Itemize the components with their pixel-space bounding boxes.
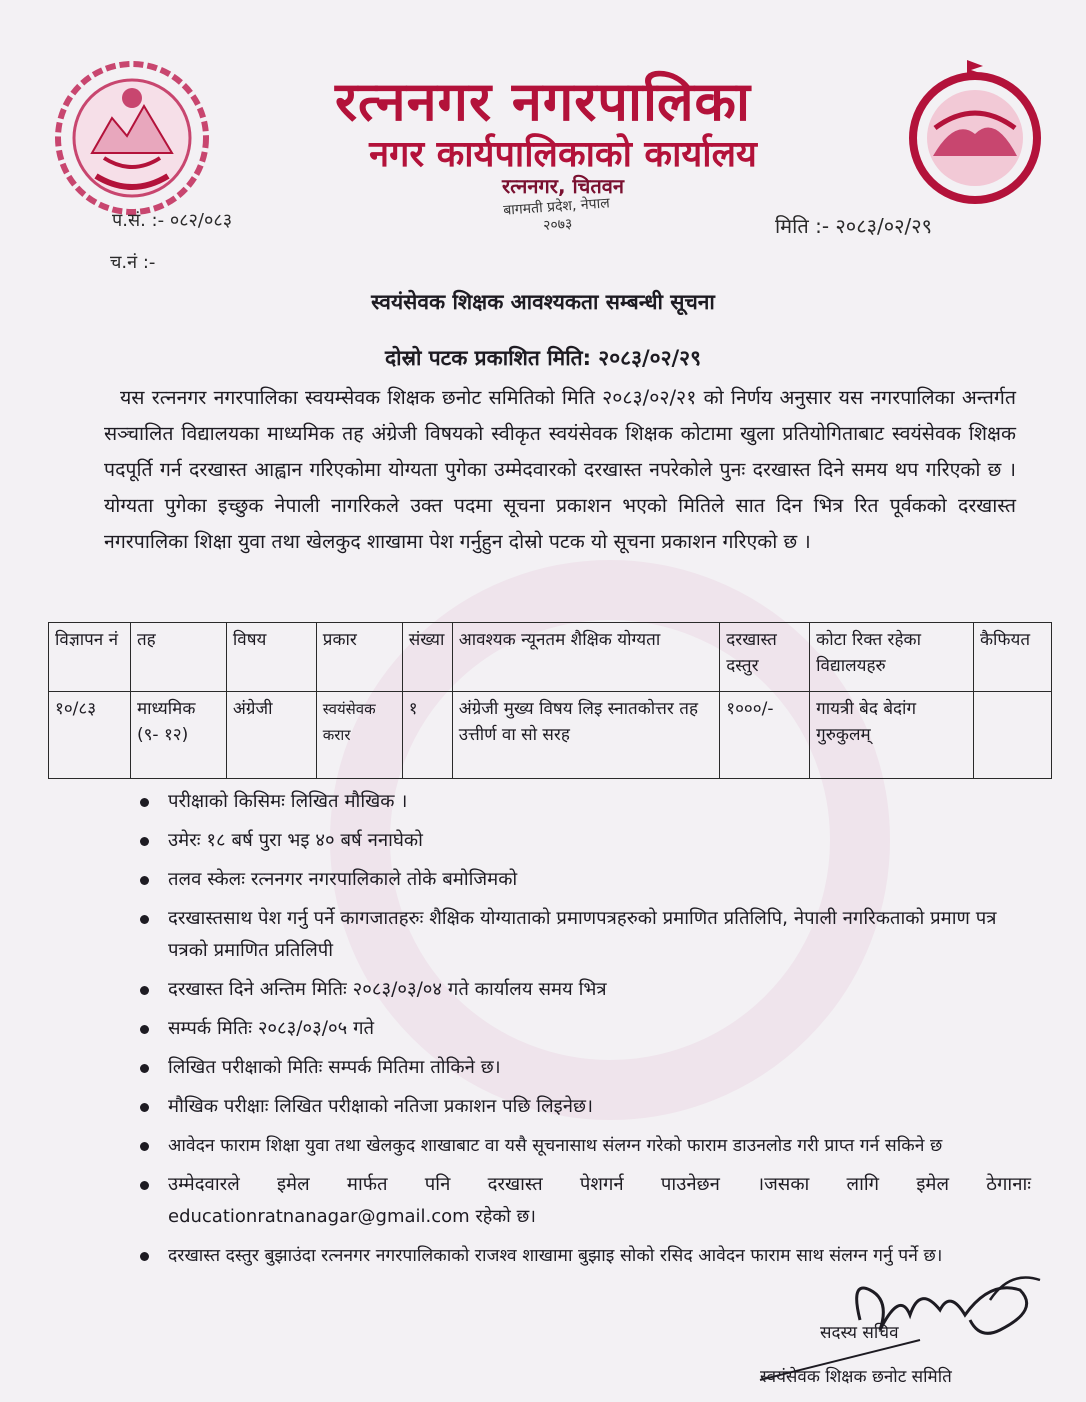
header-subject: विषय [226,623,316,692]
office-location: रत्ननगर, चितवन [501,174,625,198]
notice-body: यस रत्ननगर नगरपालिका स्वयम्सेवक शिक्षक छनोट समितिको मिति २०८३/०२/२१ को निर्णय अनुसार यस नगरपालिका अन्तर्गत सञ्चालित विद्यालयका माध्यमिक तह अंग्रेजी विषयको स्वीकृत स्वयंसेवक शिक्षक कोटामा खुला प्रतियोगिताबाट स्वयंसेवक शिक्षक पदपूर्ति गर्न दरखास्त आह्वान गरिएकोमा योग्यता पुगेका उम्मेदवारको दरखास्त नपरेकोले पुनः दरखास्त दिने समय थप गरिएको छ । योग्यता पुगेका इच्छुक नेपाली नागरिकले उक्त पदमा सूचना प्रकाशन भएको मितिले सात दिन भित्र रित पूर्वकको दरखास्त नगरपालिका शिक्षा युवा तथा खेलकुद शाखामा पेश गर्नुहुन दोस्रो पटक यो सूचना प्रकाशन गरिएको छ । [104,386,1016,553]
email-address-line [168,1201,1031,1233]
email-suffix: रहेको छ। [475,1206,537,1227]
cell-type: स्वयंसेवक करार [316,692,402,779]
header-schools: कोटा रिक्त रहेका विद्यालयहरु [810,623,974,692]
list-item: सम्पर्क मितिः २०८३/०३/०५ गते [136,1013,1031,1045]
signatory-role: सदस्य सचिव [820,1323,899,1343]
list-item: दरखास्त दिने अन्तिम मितिः २०८३/०३/०४ गते कार्यालय समय भित्र [136,974,1031,1006]
table-header-row [49,623,1052,692]
header-ad-number: विज्ञापन नं [49,623,131,692]
email-intro: उम्मेदवारले इमेल मार्फत पनि दरखास्त पेशगर्न पाउनेछन ।जसका लागि इमेल ठेगानाः [168,1174,1031,1195]
header-count: संख्या [402,623,452,692]
list-item: उमेरः १८ बर्ष पुरा भइ ४० बर्ष ननाघेको [136,825,1031,857]
list-item: लिखित परीक्षाको मितिः सम्पर्क मितिमा तोकिने छ। [136,1052,1031,1084]
list-item: परीक्षाको किसिमः लिखित मौखिक । [136,786,1031,818]
header-remarks: कैफियत [973,623,1051,692]
list-item: दरखास्तसाथ पेश गर्नु पर्ने कागजातहरुः शैक्षिक योग्याताको प्रमाणपत्रहरुको प्रमाणित प्रतिलिपि, नेपाली नगरिकताको प्रमाण पत्र पत्रको प्रमाणित प्रतिलिपी [136,903,1031,967]
seal-line-1: बागमती प्रदेश, नेपाल [502,195,611,219]
cell-level: माध्यमिक (९- १२) [130,692,226,779]
cell-fee: १०००/- [720,692,810,779]
cell-schools: गायत्री बेद बेदांग गुरुकुलम् [810,692,974,779]
vacancy-table [48,622,1052,779]
list-item: मौखिक परीक्षाः लिखित परीक्षाको नतिजा प्रकाशन पछि लिइनेछ। [136,1091,1031,1123]
header-qualification: आवश्यक न्यूनतम शैक्षिक योग्यता [452,623,720,692]
cell-subject: अंग्रेजी [226,692,316,779]
seal-line-2: २०७३ [542,216,573,235]
cell-remarks [973,692,1051,779]
letter-date: मिति :- २०८३/०२/२९ [775,214,933,238]
cell-count: १ [402,692,452,779]
cell-ad-number: १०/८३ [49,692,131,779]
header-type: प्रकार [316,623,402,692]
notice-subject: स्वयंसेवक शिक्षक आवश्यकता सम्बन्धी सूचना [371,290,715,314]
header-level: तह [130,623,226,692]
list-item: दरखास्त दस्तुर बुझाउंदा रत्ननगर नगरपालिकाको राजश्व शाखामा बुझाइ सोको रसिद आवेदन फाराम साथ संलग्न गर्नु पर्ने छ। [136,1240,1031,1272]
cell-qualification: अंग्रेजी मुख्य विषय लिइ स्नातकोत्तर तह उत्तीर्ण वा सो सरह [452,692,720,779]
office-seal-icon [476,192,640,265]
header-fee: दरखास्त दस्तुर [720,623,810,692]
list-item: आवेदन फाराम शिक्षा युवा तथा खेलकुद शाखाबाट वा यसै सूचनासाथ संलग्न गरेको फाराम डाउनलोड गरी प्राप्त गर्न सकिने छ [136,1130,1031,1162]
conditions-list [136,786,1031,1279]
table-row [49,692,1052,779]
committee-name: स्वयंसेवक शिक्षक छनोट समिति [760,1367,952,1387]
email-address: educationratnanagar@gmail.com [168,1206,470,1227]
list-item-email [136,1169,1031,1233]
list-item: तलव स्केलः रत्ननगर नगरपालिकाले तोके बमोजिमको [136,864,1031,896]
office-name: नगर कार्यपालिकाको कार्यालय [369,134,757,175]
municipality-name: रत्ननगर नगरपालिका [334,70,752,133]
dispatch-number: च.नं :- [110,252,156,273]
letter-number: प.सं. :- ०८२/०८३ [112,210,233,231]
republish-date: दोस्रो पटक प्रकाशित मिति: २०८३/०२/२९ [384,346,702,370]
